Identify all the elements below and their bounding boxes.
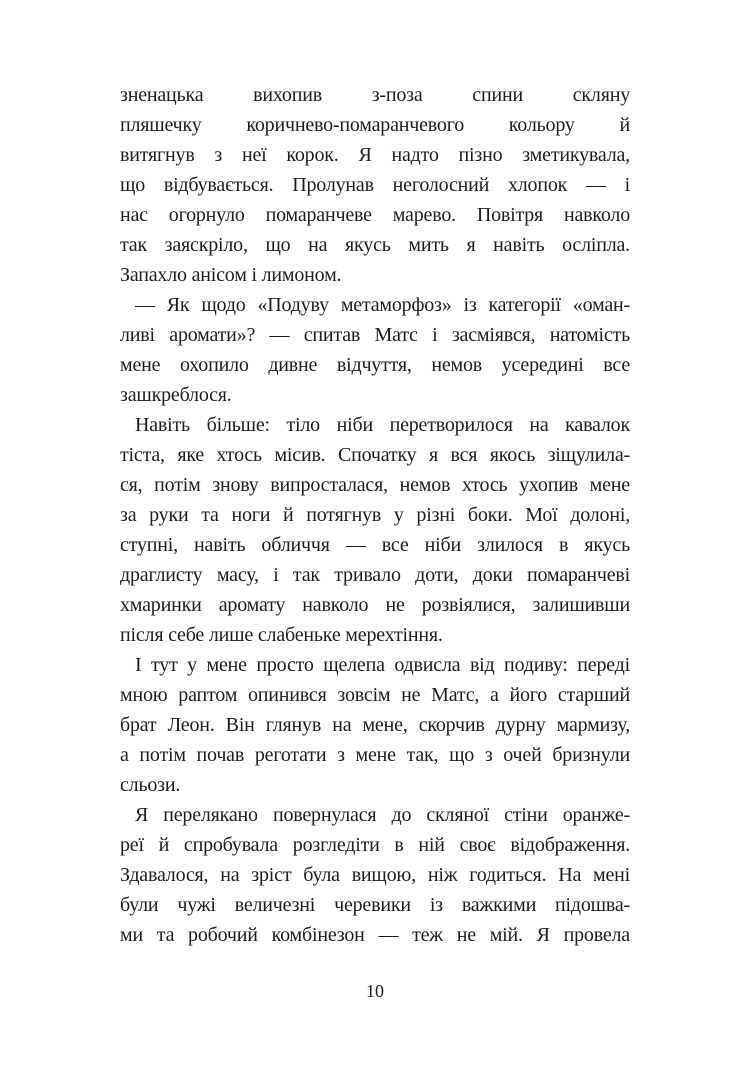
text-line: хмаринки аромату навколо не розвіялися, залишивши: [120, 594, 630, 616]
text-line: драглисту масу, і так тривало доти, доки помаранчеві: [120, 564, 630, 586]
text-line: Я перелякано повернулася до скляної стіни оранже-: [135, 804, 630, 826]
text-line: сльози.: [120, 774, 181, 796]
text-line: мною раптом опинився зовсім не Матс, а його старший: [120, 684, 630, 706]
text-line: пляшечку коричнево-помаранчевого кольору й: [120, 114, 630, 136]
text-line: — Як щодо «Подуву метаморфоз» із категорії «оман-: [135, 294, 630, 316]
text-line: витягнув з неї корок. Я надто пізно зметикувала,: [120, 144, 630, 166]
text-line: тіста, яке хтось місив. Спочатку я вся якось зіщулила-: [120, 444, 630, 466]
paragraph: [120, 650, 630, 800]
text-line: брат Леон. Він глянув на мене, скорчив дурну мармизу,: [120, 714, 630, 736]
text-line: ми та робочий комбінезон — теж не мій. Я провела: [120, 924, 630, 946]
text-line: ступні, навіть обличчя — все ніби злилося в якусь: [120, 534, 630, 556]
paragraph: [120, 290, 630, 410]
text-line: ся, потім знову випросталася, немов хтось ухопив мене: [120, 474, 630, 496]
paragraph: [120, 80, 630, 290]
text-line: реї й спробувала розгледіти в ній своє відображення.: [120, 834, 630, 856]
text-line: були чужі величезні черевики із важкими підошва-: [120, 894, 630, 916]
text-line: так заяскріло, що на якусь мить я навіть осліпла.: [120, 234, 630, 256]
text-line: Навіть більше: тіло ніби перетворилося на кавалок: [135, 414, 630, 436]
text-line: за руки та ноги й потягнув у різні боки. Мої долоні,: [120, 504, 630, 526]
paragraph: [120, 800, 630, 950]
text-line: І тут у мене просто щелепа одвисла від подиву: переді: [135, 654, 630, 676]
text-line: мене охопило дивне відчуття, немов усередині все: [120, 354, 630, 376]
paragraph: [120, 410, 630, 650]
text-line: нас огорнуло помаранчеве марево. Повітря навколо: [120, 204, 630, 226]
text-line: зненацька вихопив з-поза спини скляну: [120, 84, 630, 106]
text-line: після себе лише слабеньке мерехтіння.: [120, 624, 443, 646]
text-block: [120, 80, 630, 950]
text-line: ливі аромати»? — спитав Матс і засміявся, натомість: [120, 324, 630, 346]
text-line: а потім почав реготати з мене так, що з очей бризнули: [120, 744, 630, 766]
text-line: Здавалося, на зріст була вищою, ніж годиться. На мені: [120, 864, 630, 886]
text-line: Запахло анісом і лимоном.: [120, 264, 342, 286]
text-line: що відбувається. Пролунав неголосний хлопок — і: [120, 174, 630, 196]
page-number: 10: [366, 981, 384, 1001]
text-line: зашкреблося.: [120, 384, 232, 406]
